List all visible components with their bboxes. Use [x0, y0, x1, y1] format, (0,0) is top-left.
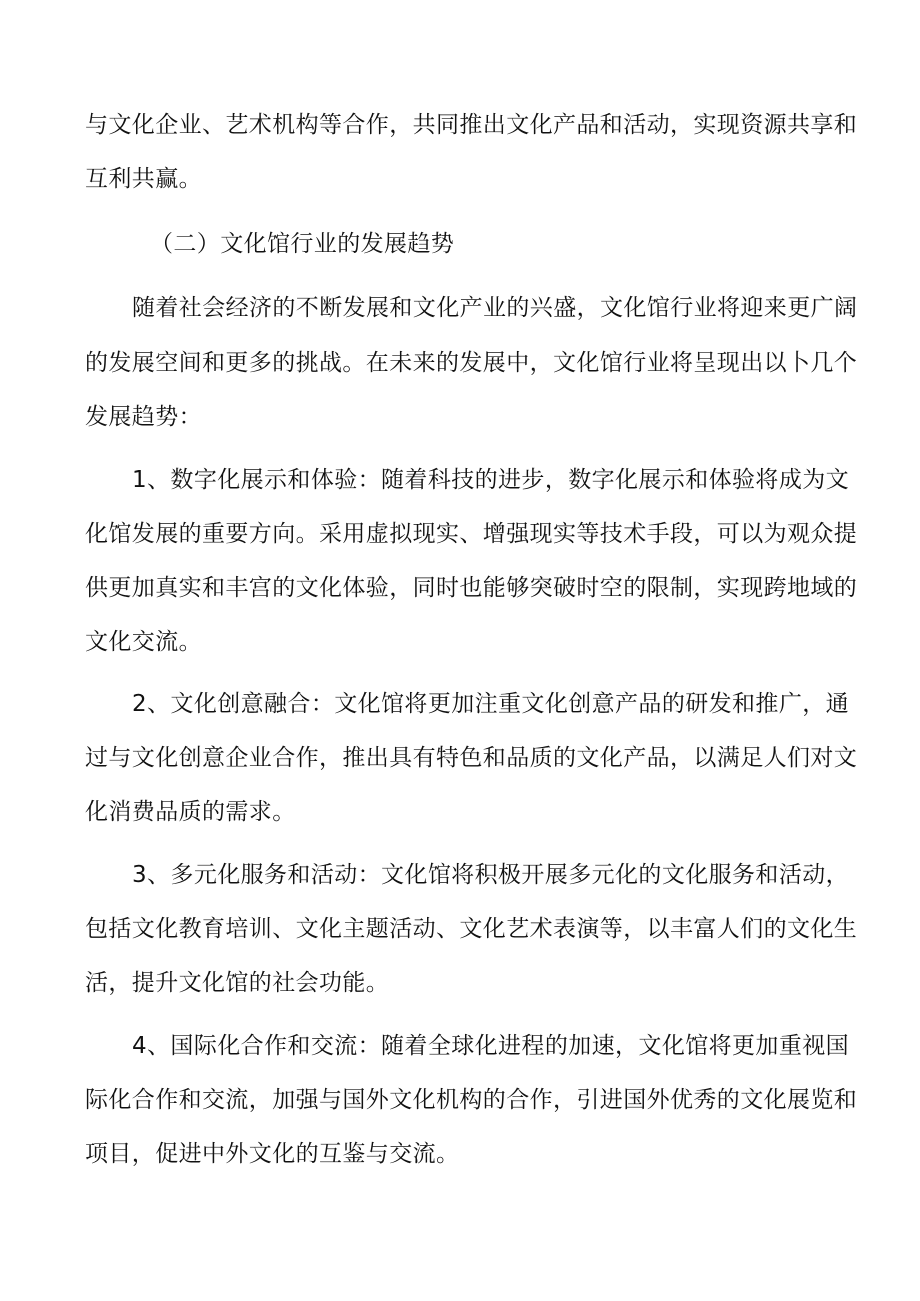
item-1-line-3: 供更加真实和丰宫的文化体验，同时也能够突破时空的限制，实现跨地域的	[85, 575, 858, 601]
item-3-line-1: 3、多元化服务和活动：文化馆将积极开展多元化的文化服务和活动，	[132, 862, 850, 888]
item-4-line-3: 项目，促进中外文化的互鉴与交流。	[85, 1141, 460, 1167]
item-3-line-2: 包括文化教育培训、文化主题活动、文化艺术表演等，以丰富人们的文化生	[85, 916, 858, 942]
item-1-line-4: 文化交流。	[85, 629, 202, 655]
item-4-line-1: 4、国际化合作和交流：随着全球化进程的加速，文化馆将更加重视国	[132, 1033, 850, 1059]
item-1-line-2: 化馆发展的重要方向。采用虚拟现实、增强现实等技术手段，可以为观众提	[85, 521, 858, 547]
item-2-line-1: 2、文化创意融合：文化馆将更加注重文化创意产品的研发和推广，通	[132, 691, 850, 717]
para-overview-line-1: 随着社会经济的不断发展和文化产业的兴盛，文化馆行业将迎来更广阔	[132, 295, 858, 321]
item-2-line-3: 化消费品质的需求。	[85, 799, 296, 825]
para-intro-line-1: 与文化企业、艺术机构等合作，共同推出文化产品和活动，实现资源共享和	[85, 112, 858, 138]
section-heading: （二）文化馆行业的发展趋势	[150, 231, 455, 257]
item-4-line-2: 际化合作和交流，加强与国外文化机构的合作，引进国外优秀的文化展览和	[85, 1087, 858, 1113]
para-overview-line-2: 的发展空间和更多的挑战。在未来的发展中，文化馆行业将呈现出以卜几个	[85, 350, 858, 376]
para-overview-line-3: 发展趋势：	[85, 404, 202, 430]
para-intro-line-2: 互利共赢。	[85, 166, 202, 192]
item-2-line-2: 过与文化创意企业合作，推出具有特色和品质的文化产品，以满足人们对文	[85, 745, 858, 771]
item-3-line-3: 活，提升文化馆的社会功能。	[85, 970, 390, 996]
item-1-line-1: 1、数字化展示和体验：随着科技的进步，数字化展示和体验将成为文	[132, 467, 850, 493]
